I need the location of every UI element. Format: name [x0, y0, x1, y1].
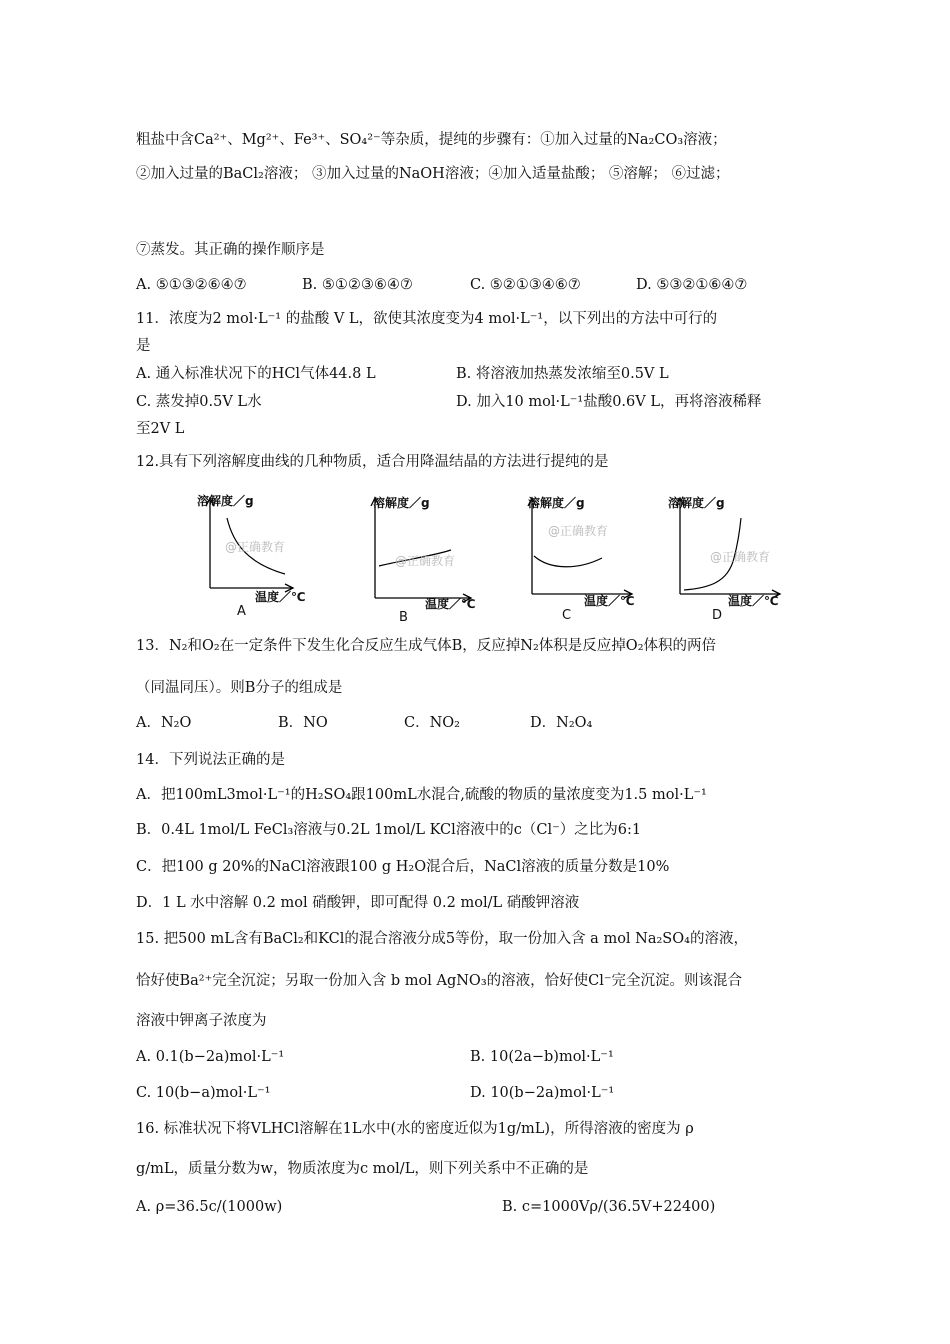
- q12-stem: 12.具有下列溶解度曲线的几种物质，适合用降温结晶的方法进行提纯的是: [136, 454, 609, 470]
- q11-option-c: C. 蒸发掉0.5V L水: [136, 394, 262, 410]
- q14-stem: 14．下列说法正确的是: [136, 752, 285, 768]
- q13-option-b: B．NO: [278, 715, 328, 731]
- q14-option-d: D．1 L 水中溶解 0.2 mol 硝酸钾，即可配得 0.2 mol/L 硝酸钾溶液: [136, 895, 580, 911]
- graph-a-x-label: 温度／℃: [255, 590, 306, 604]
- q14-option-a: A．把100mL3mol·L⁻¹的H₂SO₄跟100mL水混合,硫酸的物质的量浓度变为1.5 mol·L⁻¹: [136, 787, 707, 803]
- graph-a-watermark: @正确教育: [225, 540, 286, 554]
- solubility-graph-b: [353, 488, 476, 625]
- q15-option-a: A. 0.1(b−2a)mol·L⁻¹: [136, 1049, 285, 1065]
- q10-line-3: ⑦蒸发。其正确的操作顺序是: [136, 242, 325, 258]
- graph-b-watermark: @正确教育: [395, 554, 456, 568]
- q11-option-a: A. 通入标准状况下的HCl气体44.8 L: [136, 366, 376, 382]
- solubility-graph-a: [175, 488, 306, 623]
- solubility-graph-c: [520, 488, 640, 623]
- graph-b-y-label: 溶解度／g: [373, 496, 430, 510]
- graph-a-letter: A: [237, 604, 246, 619]
- graph-c-letter: C: [562, 608, 572, 623]
- q11-option-d: D. 加入10 mol·L⁻¹盐酸0.6V L，再将溶液稀释: [456, 394, 762, 410]
- q11-option-b: B. 将溶液加热蒸发浓缩至0.5V L: [456, 366, 669, 382]
- q13-option-c: C．NO₂: [404, 715, 460, 731]
- solubility-graph-d: [668, 488, 795, 623]
- graph-d-letter: D: [712, 608, 723, 623]
- q16-line-2: g/mL，质量分数为w，物质浓度为c mol/L，则下列关系中不正确的是: [136, 1161, 589, 1177]
- q10-line-1: 粗盐中含Ca²⁺、Mg²⁺、Fe³⁺、SO₄²⁻等杂质，提纯的步骤有：①加入过量的Na₂CO₃溶液；: [136, 132, 727, 148]
- q16-option-a: A. ρ=36.5c/(1000w): [136, 1199, 283, 1215]
- q11-line-2: 是: [136, 338, 151, 354]
- q13-line-1: 13．N₂和O₂在一定条件下发生化合反应生成气体B，反应掉N₂体积是反应掉O₂体积的两倍: [136, 638, 717, 654]
- q14-option-b: B．0.4L 1mol/L FeCl₃溶液与0.2L 1mol/L KCl溶液中的c（Cl⁻）之比为6:1: [136, 822, 642, 838]
- q13-line-2: （同温同压）。则B分子的组成是: [136, 680, 343, 696]
- graph-c-y-label: 溶解度／g: [528, 496, 585, 510]
- q15-option-d: D. 10(b−2a)mol·L⁻¹: [470, 1085, 615, 1101]
- graph-b-x-label: 温度／℃: [425, 597, 476, 611]
- q15-option-b: B. 10(2a−b)mol·L⁻¹: [470, 1049, 614, 1065]
- q10-option-b: B. ⑤①②③⑥④⑦: [302, 277, 413, 293]
- q16-line-1: 16. 标准状况下将VLHCl溶解在1L水中(水的密度近似为1g/mL)，所得溶液的密度为 ρ: [136, 1121, 694, 1137]
- q13-option-a: A．N₂O: [136, 715, 192, 731]
- solubility-graphs: [175, 488, 795, 623]
- graph-d-x-label: 温度／℃: [728, 594, 779, 608]
- q11-line-end: 至2V L: [136, 421, 185, 437]
- q15-option-c: C. 10(b−a)mol·L⁻¹: [136, 1085, 271, 1101]
- q15-line-3: 溶液中钾离子浓度为: [136, 1013, 267, 1029]
- q11-line-1: 11．浓度为2 mol·L⁻¹ 的盐酸 V L，欲使其浓度变为4 mol·L⁻¹，以下列出的方法中可行的: [136, 311, 718, 327]
- graph-d-y-label: 溶解度／g: [668, 496, 725, 510]
- q10-option-a: A. ⑤①③②⑥④⑦: [136, 277, 247, 293]
- q14-option-c: C．把100 g 20%的NaCl溶液跟100 g H₂O混合后，NaCl溶液的质量分数是10%: [136, 859, 670, 875]
- graph-c-watermark: @正确教育: [548, 524, 609, 538]
- graph-c-x-label: 温度／℃: [584, 594, 635, 608]
- q10-option-c: C. ⑤②①③④⑥⑦: [470, 277, 581, 293]
- q16-option-b: B. c=1000Vρ/(36.5V+22400): [502, 1199, 716, 1215]
- q13-option-d: D．N₂O₄: [530, 715, 593, 731]
- q10-line-2: ②加入过量的BaCl₂溶液； ③加入过量的NaOH溶液；④加入适量盐酸； ⑤溶解； ⑥过滤；: [136, 166, 730, 182]
- q15-line-2: 恰好使Ba²⁺完全沉淀；另取一份加入含 b mol AgNO₃的溶液，恰好使Cl⁻完全沉淀。则该混合: [136, 973, 743, 989]
- graph-b-letter: B: [399, 610, 408, 625]
- graph-a-y-label: 溶解度／g: [197, 494, 254, 508]
- graph-d-watermark: @正确教育: [710, 550, 771, 564]
- q15-line-1: 15. 把500 mL含有BaCl₂和KCl的混合溶液分成5等份，取一份加入含 a mol Na₂SO₄的溶液，: [136, 931, 748, 947]
- q10-option-d: D. ⑤③②①⑥④⑦: [636, 277, 748, 293]
